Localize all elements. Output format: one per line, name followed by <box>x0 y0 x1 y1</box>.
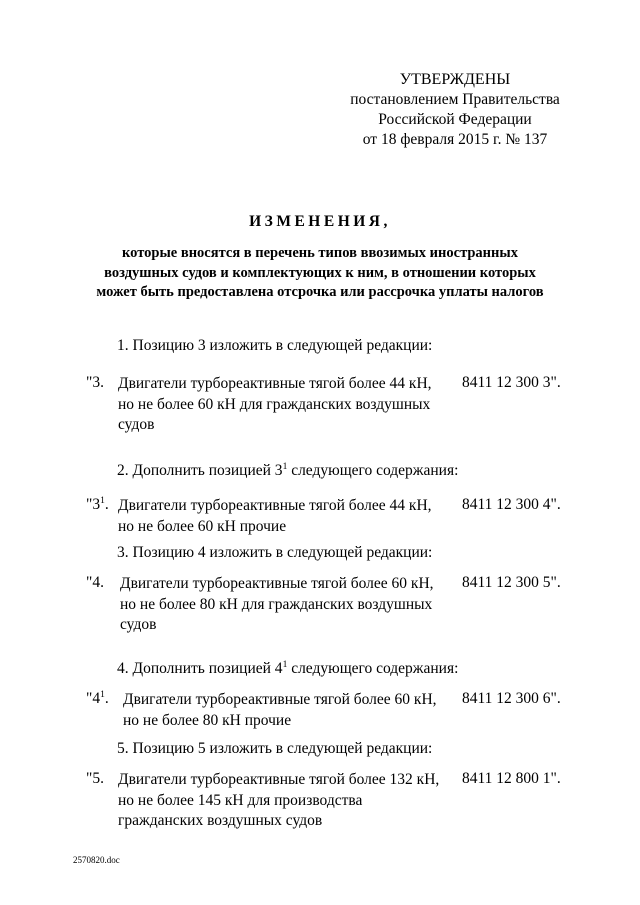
instruction-2-text: 2. Дополнить позицией 3 <box>117 462 283 479</box>
number-2-dot: . <box>104 496 109 513</box>
instruction-2-superscript: 1 <box>282 462 288 472</box>
number-2-superscript: 1 <box>100 496 105 506</box>
approval-line-2: Российской Федерации <box>378 111 532 128</box>
position-number-4 <box>86 690 109 708</box>
position-number-5: "5. <box>86 770 104 787</box>
position-code-1: 8411 12 300 3". <box>462 374 561 391</box>
approval-block <box>330 70 580 150</box>
number-4-superscript: 1 <box>100 690 105 700</box>
document-title: ИЗМЕНЕНИЯ, <box>249 213 391 230</box>
position-description-1: Двигатели турбореактивные тягой более 44 кН, но не более 60 кН для гражданских воздушных судов <box>118 375 432 433</box>
instruction-4-text-end: следующего содержания: <box>287 660 459 677</box>
position-description-4: Двигатели турбореактивные тягой более 60 кН, но не более 80 кН прочие <box>123 691 437 729</box>
position-number-1: "3. <box>86 374 104 391</box>
instruction-2 <box>117 462 458 480</box>
subtitle-line-2: воздушных судов и комплектующих к ним, в отношении которых <box>104 264 536 281</box>
number-4-text: "4 <box>86 690 101 707</box>
number-4-dot: . <box>104 690 109 707</box>
approval-line-1: постановлением Правительства <box>350 91 560 108</box>
subtitle-line-1: которые вносятся в перечень типов ввозимых иностранных <box>122 245 518 261</box>
position-code-3: 8411 12 300 5". <box>462 574 561 591</box>
position-code-5: 8411 12 800 1". <box>462 770 561 787</box>
instruction-4-text: 4. Дополнить позицией 4 <box>117 660 283 677</box>
position-number-3: "4. <box>86 574 104 591</box>
position-code-4: 8411 12 300 6". <box>462 690 561 707</box>
approval-line-3: от 18 февраля 2015 г. № 137 <box>362 131 548 148</box>
footer-filename: 2570820.doc <box>73 855 120 865</box>
instruction-2-text-end: следующего содержания: <box>287 462 459 479</box>
document-subtitle <box>0 244 640 303</box>
position-number-2 <box>86 496 109 514</box>
instruction-4-superscript: 1 <box>282 660 288 670</box>
subtitle-line-3: может быть предоставлена отсрочка или рассрочка уплаты налогов <box>96 284 544 300</box>
position-description-3: Двигатели турбореактивные тягой более 60 кН, но не более 80 кН для гражданских воздушных судов <box>120 575 434 633</box>
position-description-5: Двигатели турбореактивные тягой более 132 кН, но не более 145 кН для производства гражданских воздушных судов <box>118 771 440 829</box>
instruction-4 <box>117 660 458 678</box>
instruction-1: 1. Позицию 3 изложить в следующей редакции: <box>117 337 433 354</box>
approval-title: УТВЕРЖДЕНЫ <box>399 71 511 88</box>
number-2-text: "3 <box>86 496 101 513</box>
position-description-2: Двигатели турбореактивные тягой более 44 кН, но не более 60 кН прочие <box>118 497 432 535</box>
instruction-5: 5. Позицию 5 изложить в следующей редакции: <box>117 740 433 757</box>
position-code-2: 8411 12 300 4". <box>462 496 561 513</box>
instruction-3: 3. Позицию 4 изложить в следующей редакции: <box>117 544 433 561</box>
